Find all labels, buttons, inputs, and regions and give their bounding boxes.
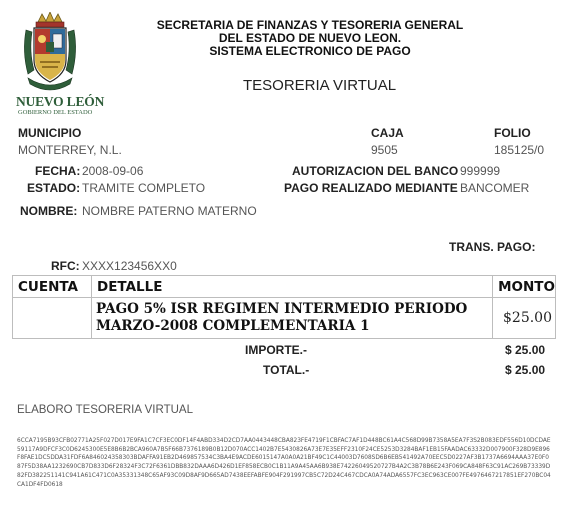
trans-pago-label: TRANS. PAGO: (449, 240, 536, 254)
column-header-monto: MONTO (493, 276, 556, 298)
folio-label: FOLIO (494, 126, 531, 140)
nuevo-leon-logo (16, 12, 105, 117)
header-line-3: SISTEMA ELECTRONICO DE PAGO (209, 44, 411, 58)
monto-cell: $25.00 (493, 298, 556, 339)
importe-value: $ 25.00 (505, 343, 546, 357)
rfc-label: RFC: (51, 259, 80, 273)
pago-label: PAGO REALIZADO MEDIANTE (284, 181, 458, 195)
caja-label: CAJA (371, 126, 404, 140)
header-line-2: DEL ESTADO DE NUEVO LEON. (218, 31, 402, 45)
importe-label: IMPORTE.- (245, 343, 307, 357)
rfc-value: XXXX123456XX0 (82, 259, 177, 273)
autorizacion-label: AUTORIZACION DEL BANCO (292, 164, 459, 178)
column-header-cuenta: CUENTA (13, 276, 92, 298)
table-row (13, 298, 556, 339)
fecha-value: 2008-09-06 (82, 164, 144, 178)
detalle-line-1: PAGO 5% ISR REGIMEN INTERMEDIO PERIODO (96, 301, 468, 317)
pago-value: BANCOMER (460, 181, 530, 195)
detalle-cell (92, 298, 493, 339)
municipio-value: MONTERREY, N.L. (18, 143, 122, 157)
cuenta-cell (13, 298, 92, 339)
page-title: TESORERIA VIRTUAL (243, 77, 397, 94)
detalle-line-2: MARZO-2008 COMPLEMENTARIA 1 (96, 318, 370, 334)
header-line-1: SECRETARIA DE FINANZAS Y TESORERIA GENERAL (156, 18, 464, 32)
municipio-label: MUNICIPIO (18, 126, 82, 140)
caja-value: 9505 (371, 143, 398, 157)
table-header-row (13, 276, 556, 298)
digital-signature-hash: 6CCA7195B93CFB02771A25F027D017E9FA1C7CF3EC0DF14F4ABD334D2CD7AA0443448CBA823FE4719F1CBFAC7AF1D448BC61A4C568D99B7358A5EA7F3S2B083EDF556D10DCDAE59117A9DFCF3C0D6245300E5E8B6B2BCA960A7B5F66B7376189B0B12D070ACC1402B7E5430826A73E7E35EFF2310F24CE5253D3284BAF1EB15FAADAC63332D007900F328D9E896F8FAE1DC5DDA31FDF6A846024358303BDAFFA91EB2D469857534C3BA4E9ACDE6015147A0A0A21BF49C1C44003D7608SD6B6EB541492A70EEC5D0227AF3B1737A6694AAA37E0F087F5D38AA1232690CB7D833D6F28324F3C72F6361DBB832DAAA6D426D1EF858ECB0C1B11A9A45AA6B938E74226049520727B4A2C3B78B6E243F069CA848F63C91AC269B73339D82FD382251141C941A61C471C0A35331348C65AF93C09D8AF9D665AD7438EEFABFE904F291997CB5C72D24C467CDCA0A74ADA6557FC3EC963CE007FE4976467217851EF270BC04CA1DF4FD0618 (17, 438, 551, 488)
concept-table (12, 275, 556, 339)
folio-value: 185125/0 (494, 143, 545, 157)
elaboro-text: ELABORO TESORERIA VIRTUAL (17, 404, 193, 416)
nombre-label: NOMBRE: (20, 204, 78, 218)
estado-value: TRAMITE COMPLETO (82, 181, 206, 195)
coat-of-arms-icon (20, 12, 80, 92)
total-value: $ 25.00 (505, 363, 546, 377)
autorizacion-value: 999999 (460, 164, 501, 178)
logo-wordmark: NUEVO LEÓN (16, 94, 105, 109)
column-header-detalle: DETALLE (92, 276, 493, 298)
estado-label: ESTADO: (27, 181, 81, 195)
total-label: TOTAL.- (263, 363, 310, 377)
nombre-value: NOMBRE PATERNO MATERNO (82, 204, 257, 218)
fecha-label: FECHA: (35, 164, 81, 178)
logo-subtitle: GOBIERNO DEL ESTADO (18, 109, 93, 116)
